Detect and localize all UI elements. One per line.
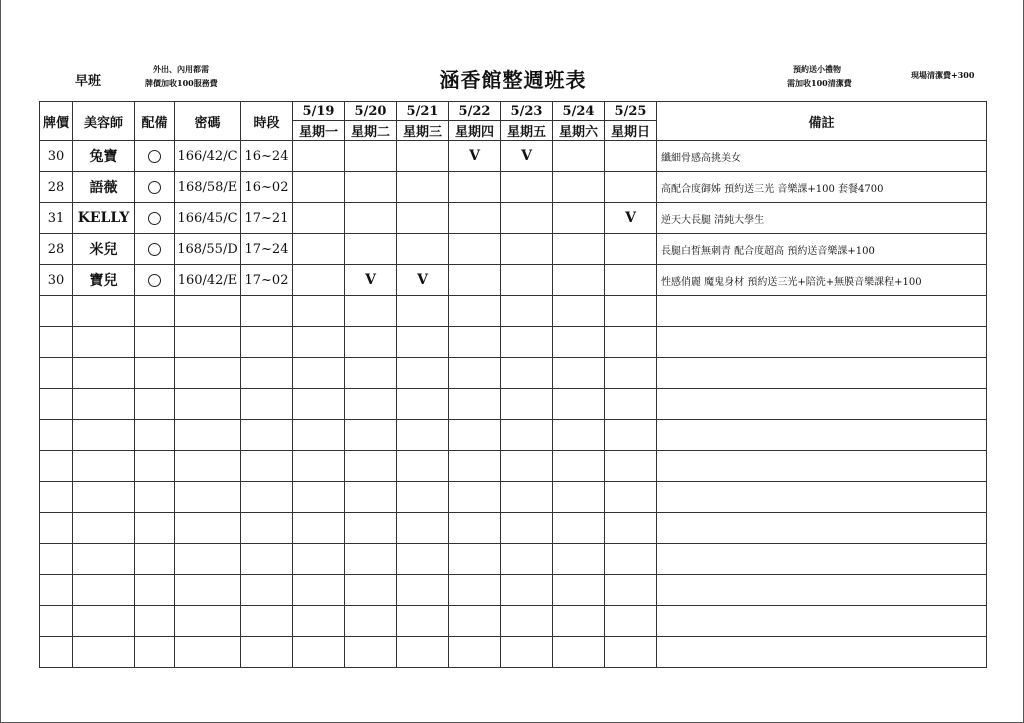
day-cell [605, 172, 657, 203]
empty-cell [135, 358, 175, 389]
empty-cell [449, 420, 501, 451]
shift-mark: V [469, 148, 480, 164]
day-cell [345, 203, 397, 234]
circle-icon [148, 274, 161, 287]
empty-cell [553, 327, 605, 358]
day-cell [293, 203, 345, 234]
empty-cell [293, 513, 345, 544]
code-cell: 160/42/E [175, 265, 241, 296]
empty-cell [241, 544, 293, 575]
empty-cell [553, 451, 605, 482]
day-cell [553, 203, 605, 234]
empty-cell [345, 482, 397, 513]
empty-cell [40, 482, 73, 513]
empty-cell [241, 358, 293, 389]
equipment-cell [135, 141, 175, 172]
table-row [40, 141, 987, 172]
empty-cell [657, 358, 987, 389]
code-cell: 166/45/C [175, 203, 241, 234]
cleaning-fee-note: 現場清潔費+300 [911, 70, 975, 80]
header-weekday: 星期五 [501, 121, 553, 141]
header-name: 美容師 [73, 102, 135, 141]
empty-cell [553, 358, 605, 389]
empty-cell [449, 513, 501, 544]
code-cell: 168/58/E [175, 172, 241, 203]
empty-cell [40, 575, 73, 606]
shift-mark: V [365, 272, 376, 288]
empty-cell [40, 327, 73, 358]
empty-cell [605, 358, 657, 389]
period-cell: 17~02 [241, 265, 293, 296]
empty-row [40, 389, 987, 420]
empty-cell [345, 513, 397, 544]
period-cell: 17~24 [241, 234, 293, 265]
empty-row [40, 575, 987, 606]
empty-cell [293, 451, 345, 482]
day-cell [449, 265, 501, 296]
day-cell [293, 141, 345, 172]
name-cell: 兔寶 [73, 141, 135, 172]
price-cell: 30 [40, 265, 73, 296]
day-cell [397, 265, 449, 296]
day-cell [605, 203, 657, 234]
empty-cell [657, 482, 987, 513]
day-cell [449, 141, 501, 172]
header-date: 5/25 [605, 102, 657, 121]
empty-cell [397, 544, 449, 575]
circle-icon [148, 243, 161, 256]
empty-cell [605, 513, 657, 544]
empty-row [40, 606, 987, 637]
empty-row [40, 327, 987, 358]
empty-cell [241, 606, 293, 637]
empty-cell [397, 389, 449, 420]
empty-cell [553, 420, 605, 451]
empty-cell [175, 544, 241, 575]
name-cell: 米兒 [73, 234, 135, 265]
empty-row [40, 296, 987, 327]
day-cell [501, 265, 553, 296]
table-row [40, 265, 987, 296]
empty-cell [605, 451, 657, 482]
empty-cell [449, 482, 501, 513]
empty-cell [605, 296, 657, 327]
empty-cell [135, 482, 175, 513]
empty-cell [501, 358, 553, 389]
empty-cell [73, 451, 135, 482]
empty-cell [397, 513, 449, 544]
day-cell [553, 141, 605, 172]
empty-cell [175, 513, 241, 544]
equipment-cell [135, 234, 175, 265]
empty-cell [241, 482, 293, 513]
day-cell [553, 172, 605, 203]
empty-cell [345, 575, 397, 606]
empty-cell [501, 327, 553, 358]
name-cell: KELLY [73, 203, 135, 234]
empty-cell [73, 482, 135, 513]
empty-cell [241, 327, 293, 358]
price-cell: 28 [40, 172, 73, 203]
service-fee-note-line1: 外出、內用都需 [153, 64, 209, 74]
empty-cell [175, 451, 241, 482]
empty-row [40, 637, 987, 668]
empty-cell [605, 606, 657, 637]
equipment-cell [135, 265, 175, 296]
table-row [40, 203, 987, 234]
empty-cell [73, 296, 135, 327]
name-cell: 語薇 [73, 172, 135, 203]
empty-cell [553, 637, 605, 668]
empty-cell [135, 451, 175, 482]
empty-cell [553, 296, 605, 327]
empty-cell [40, 606, 73, 637]
empty-cell [657, 513, 987, 544]
period-cell: 17~21 [241, 203, 293, 234]
table-row [40, 234, 987, 265]
remark-cell: 逆天大長腿 清純大學生 [657, 203, 987, 234]
empty-cell [657, 420, 987, 451]
empty-cell [345, 389, 397, 420]
empty-cell [501, 296, 553, 327]
empty-cell [345, 544, 397, 575]
empty-cell [657, 606, 987, 637]
remark-cell: 性感俏麗 魔鬼身材 預約送三光+陪洗+無膜音樂課程+100 [657, 265, 987, 296]
empty-cell [73, 606, 135, 637]
empty-cell [449, 358, 501, 389]
empty-cell [553, 544, 605, 575]
code-cell: 166/42/C [175, 141, 241, 172]
remark-cell: 長腿白皙無刺青 配合度超高 預約送音樂課+100 [657, 234, 987, 265]
empty-cell [501, 637, 553, 668]
empty-cell [449, 544, 501, 575]
empty-cell [397, 296, 449, 327]
header-date: 5/23 [501, 102, 553, 121]
empty-cell [657, 327, 987, 358]
day-cell [345, 234, 397, 265]
empty-cell [605, 637, 657, 668]
empty-cell [241, 575, 293, 606]
empty-cell [40, 637, 73, 668]
header-code: 密碼 [175, 102, 241, 141]
empty-cell [73, 327, 135, 358]
page-title: 涵香館整週班表 [439, 68, 587, 92]
empty-cell [657, 451, 987, 482]
empty-cell [241, 451, 293, 482]
empty-cell [345, 296, 397, 327]
empty-cell [40, 451, 73, 482]
empty-cell [135, 513, 175, 544]
empty-cell [345, 358, 397, 389]
empty-cell [293, 296, 345, 327]
empty-cell [501, 389, 553, 420]
empty-cell [293, 389, 345, 420]
empty-cell [397, 575, 449, 606]
empty-cell [345, 420, 397, 451]
day-cell [397, 234, 449, 265]
gift-note-line1: 預約送小禮物 [793, 64, 841, 74]
empty-row [40, 451, 987, 482]
empty-cell [175, 637, 241, 668]
day-cell [345, 141, 397, 172]
empty-cell [501, 451, 553, 482]
empty-cell [135, 296, 175, 327]
empty-cell [501, 544, 553, 575]
empty-cell [397, 606, 449, 637]
gift-note-line2: 需加收100清潔費 [787, 78, 852, 88]
day-cell [605, 234, 657, 265]
empty-cell [135, 637, 175, 668]
day-cell [501, 234, 553, 265]
empty-cell [135, 389, 175, 420]
day-cell [397, 203, 449, 234]
empty-cell [449, 389, 501, 420]
equipment-cell [135, 203, 175, 234]
empty-cell [293, 544, 345, 575]
empty-cell [293, 606, 345, 637]
service-fee-note-line2: 牌價加收100服務費 [145, 78, 218, 88]
header-remark: 備註 [657, 102, 987, 141]
day-cell [605, 265, 657, 296]
empty-cell [175, 296, 241, 327]
empty-cell [501, 420, 553, 451]
circle-icon [148, 181, 161, 194]
empty-cell [553, 606, 605, 637]
empty-row [40, 513, 987, 544]
empty-cell [241, 389, 293, 420]
empty-cell [293, 420, 345, 451]
shift-mark: V [521, 148, 532, 164]
empty-cell [397, 451, 449, 482]
empty-cell [175, 358, 241, 389]
empty-cell [605, 544, 657, 575]
empty-cell [40, 544, 73, 575]
empty-cell [605, 327, 657, 358]
empty-cell [175, 389, 241, 420]
day-cell [293, 172, 345, 203]
schedule-body [40, 141, 987, 668]
empty-cell [605, 575, 657, 606]
circle-icon [148, 212, 161, 225]
day-cell [293, 234, 345, 265]
empty-cell [345, 637, 397, 668]
empty-cell [293, 637, 345, 668]
empty-cell [553, 389, 605, 420]
empty-cell [397, 358, 449, 389]
empty-cell [345, 606, 397, 637]
empty-cell [501, 606, 553, 637]
empty-row [40, 482, 987, 513]
header-date: 5/21 [397, 102, 449, 121]
empty-cell [241, 637, 293, 668]
name-cell: 寶兒 [73, 265, 135, 296]
empty-cell [40, 296, 73, 327]
day-cell [293, 265, 345, 296]
empty-cell [73, 389, 135, 420]
empty-cell [73, 544, 135, 575]
empty-cell [241, 420, 293, 451]
schedule-table [39, 101, 987, 668]
table-row [40, 172, 987, 203]
empty-cell [73, 637, 135, 668]
empty-cell [449, 327, 501, 358]
day-cell [501, 203, 553, 234]
empty-cell [241, 513, 293, 544]
empty-cell [657, 637, 987, 668]
empty-cell [293, 482, 345, 513]
circle-icon [148, 150, 161, 163]
empty-cell [73, 575, 135, 606]
header-period: 時段 [241, 102, 293, 141]
day-cell [345, 265, 397, 296]
empty-cell [73, 513, 135, 544]
empty-cell [73, 358, 135, 389]
empty-cell [449, 637, 501, 668]
empty-cell [345, 451, 397, 482]
empty-cell [553, 513, 605, 544]
header-weekday: 星期一 [293, 121, 345, 141]
empty-cell [40, 389, 73, 420]
period-cell: 16~24 [241, 141, 293, 172]
empty-cell [135, 420, 175, 451]
day-cell [449, 203, 501, 234]
period-cell: 16~02 [241, 172, 293, 203]
empty-cell [293, 327, 345, 358]
empty-cell [449, 296, 501, 327]
day-cell [397, 172, 449, 203]
empty-cell [553, 575, 605, 606]
empty-cell [449, 575, 501, 606]
header-weekday: 星期四 [449, 121, 501, 141]
empty-cell [135, 327, 175, 358]
empty-cell [397, 482, 449, 513]
empty-cell [397, 327, 449, 358]
header-date: 5/19 [293, 102, 345, 121]
day-cell [397, 141, 449, 172]
shift-mark: V [625, 210, 636, 226]
day-cell [449, 172, 501, 203]
header-weekday: 星期六 [553, 121, 605, 141]
equipment-cell [135, 172, 175, 203]
empty-cell [345, 327, 397, 358]
day-cell [605, 141, 657, 172]
empty-cell [175, 420, 241, 451]
price-cell: 28 [40, 234, 73, 265]
empty-cell [40, 513, 73, 544]
empty-cell [657, 296, 987, 327]
day-cell [501, 141, 553, 172]
remark-cell: 高配合度御姊 預約送三光 音樂課+100 套餐4700 [657, 172, 987, 203]
empty-cell [501, 513, 553, 544]
remark-cell: 纖細骨感高挑美女 [657, 141, 987, 172]
day-cell [449, 234, 501, 265]
empty-cell [657, 575, 987, 606]
code-cell: 168/55/D [175, 234, 241, 265]
day-cell [553, 234, 605, 265]
empty-cell [241, 296, 293, 327]
shift-label: 早班 [75, 74, 102, 89]
empty-cell [449, 451, 501, 482]
price-cell: 31 [40, 203, 73, 234]
empty-cell [135, 544, 175, 575]
header-weekday: 星期日 [605, 121, 657, 141]
empty-cell [40, 420, 73, 451]
empty-cell [501, 482, 553, 513]
empty-cell [553, 482, 605, 513]
empty-cell [501, 575, 553, 606]
header-weekday: 星期二 [345, 121, 397, 141]
shift-mark: V [417, 272, 428, 288]
empty-cell [175, 482, 241, 513]
empty-cell [135, 575, 175, 606]
header-date: 5/24 [553, 102, 605, 121]
header-price: 牌價 [40, 102, 73, 141]
empty-cell [175, 606, 241, 637]
empty-cell [293, 575, 345, 606]
empty-cell [605, 420, 657, 451]
day-cell [553, 265, 605, 296]
header-date: 5/22 [449, 102, 501, 121]
empty-cell [135, 606, 175, 637]
empty-cell [605, 389, 657, 420]
empty-cell [73, 420, 135, 451]
empty-row [40, 420, 987, 451]
empty-cell [40, 358, 73, 389]
header-weekday: 星期三 [397, 121, 449, 141]
day-cell [501, 172, 553, 203]
empty-cell [657, 389, 987, 420]
header-date: 5/20 [345, 102, 397, 121]
empty-cell [397, 420, 449, 451]
empty-cell [175, 327, 241, 358]
header-equipment: 配備 [135, 102, 175, 141]
empty-row [40, 358, 987, 389]
empty-cell [657, 544, 987, 575]
empty-cell [293, 358, 345, 389]
empty-row [40, 544, 987, 575]
price-cell: 30 [40, 141, 73, 172]
empty-cell [449, 606, 501, 637]
empty-cell [175, 575, 241, 606]
day-cell [345, 172, 397, 203]
empty-cell [397, 637, 449, 668]
empty-cell [605, 482, 657, 513]
